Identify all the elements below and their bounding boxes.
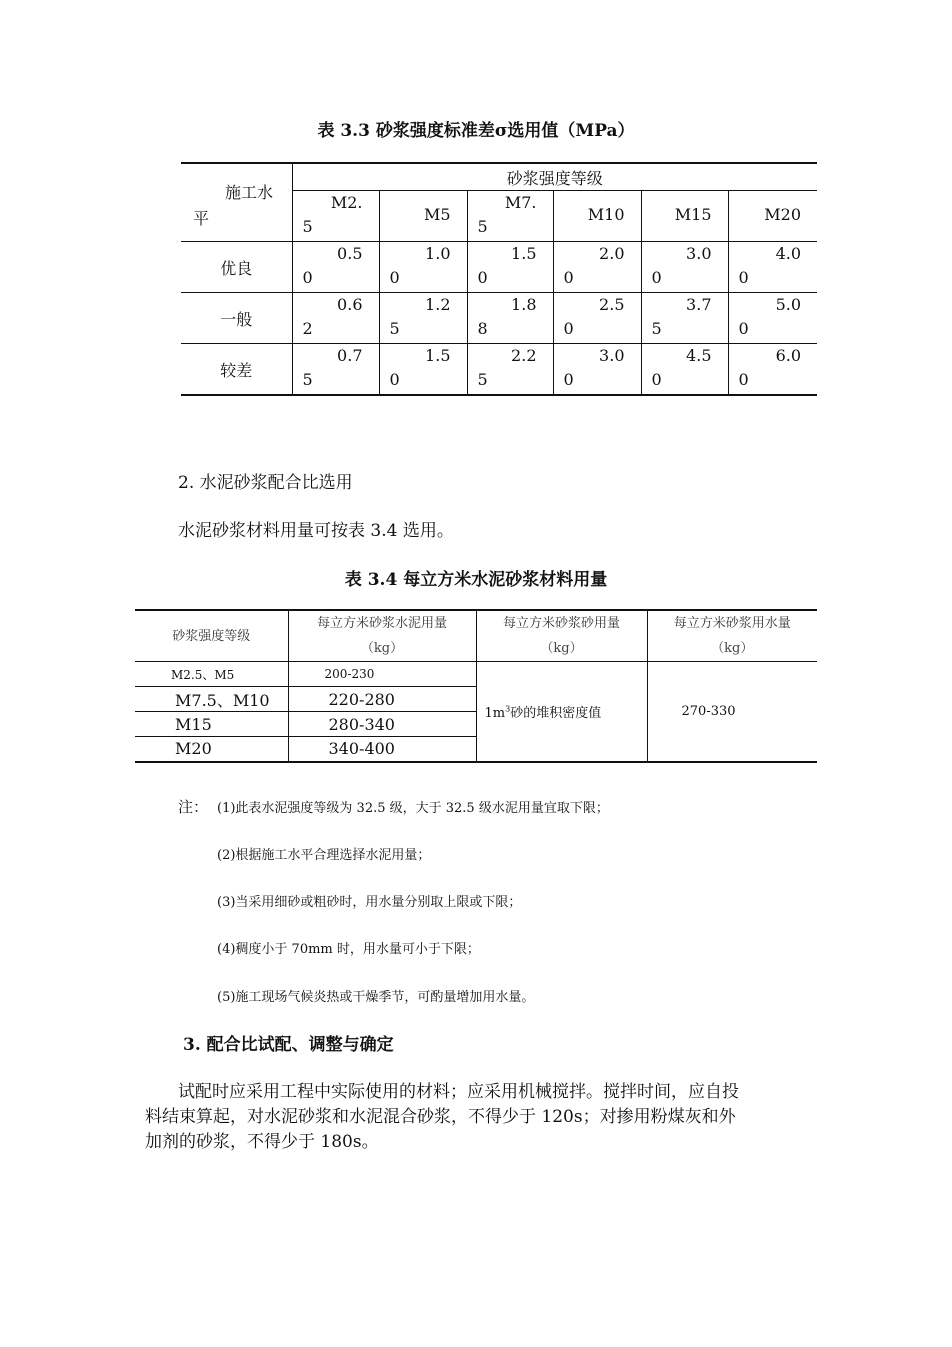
header-water: 每立方米砂浆用水量 （kg）	[647, 610, 817, 662]
level-cell: M2.5、M5	[135, 662, 288, 687]
table34-title: 表 3.4 每立方米水泥砂浆材料用量	[344, 570, 608, 590]
note-item: (3)当采用细砂或粗砂时，用水量分别取上限或下限；	[217, 895, 522, 910]
table-cell: 2.5 0	[553, 293, 641, 344]
notes-label: 注：	[178, 798, 209, 816]
cement-cell: 200-230	[288, 662, 476, 687]
water-cell: 270-330	[647, 662, 817, 762]
table-cell: 5.0 0	[728, 293, 817, 344]
level-cell: M20	[135, 737, 288, 762]
table-row	[135, 662, 817, 687]
table33-title: 表 3.3 砂浆强度标准差σ选用值（MPa）	[317, 121, 635, 141]
table-cell: 1.2 5	[379, 293, 467, 344]
sand-cell: $1m^3$砂的堆积密度值	[476, 662, 647, 762]
table-cell: 1.5 0	[467, 242, 553, 293]
table-cell: 0.7 5	[292, 344, 379, 396]
table-3-3	[181, 162, 817, 396]
table-cell: 3.0 0	[553, 344, 641, 396]
corner-header	[181, 163, 292, 242]
table-cell: 2.0 0	[553, 242, 641, 293]
cement-cell: 280-340	[288, 712, 476, 737]
table-row	[181, 293, 817, 344]
corner-bottom: 平	[193, 209, 210, 228]
section3-line: 加剂的砂浆，不得少于 180s。	[145, 1132, 379, 1152]
table-cell: 4.5 0	[641, 344, 728, 396]
note-item: (4)稠度小于 70mm 时，用水量可小于下限；	[217, 942, 480, 957]
group-header: 砂浆强度等级	[292, 163, 817, 191]
grade-header: M5	[379, 191, 467, 242]
table-row	[181, 344, 817, 396]
row-label: 一般	[181, 293, 292, 344]
table-cell: 2.2 5	[467, 344, 553, 396]
header-cement: 每立方米砂浆水泥用量 （kg）	[288, 610, 476, 662]
table-cell: 3.0 0	[641, 242, 728, 293]
grade-header: M2. 5	[292, 191, 379, 242]
table34-header-row	[135, 610, 817, 662]
cement-cell: 220-280	[288, 687, 476, 712]
corner-top: 施工水	[225, 183, 274, 202]
section2-text: 水泥砂浆材料用量可按表 3.4 选用。	[178, 521, 454, 541]
section3-line: 料结束算起，对水泥砂浆和水泥混合砂浆，不得少于 120s；对掺用粉煤灰和外	[145, 1107, 736, 1127]
table-cell: 1.8 8	[467, 293, 553, 344]
grade-header: M7. 5	[467, 191, 553, 242]
table-3-4	[135, 609, 817, 763]
note-item: (2)根据施工水平合理选择水泥用量；	[217, 848, 431, 863]
header-sand: 每立方米砂浆砂用量 （kg）	[476, 610, 647, 662]
table-row	[181, 242, 817, 293]
row-label: 优良	[181, 242, 292, 293]
note-item: (1)此表水泥强度等级为 32.5 级，大于 32.5 级水泥用量宜取下限；	[217, 801, 609, 816]
level-cell: M15	[135, 712, 288, 737]
grade-header: M15	[641, 191, 728, 242]
table-cell: 6.0 0	[728, 344, 817, 396]
section2-heading: 2. 水泥砂浆配合比选用	[178, 473, 353, 493]
table-cell: 1.5 0	[379, 344, 467, 396]
table-cell: 1.0 0	[379, 242, 467, 293]
table-cell: 3.7 5	[641, 293, 728, 344]
grade-header: M10	[553, 191, 641, 242]
table-cell: 4.0 0	[728, 242, 817, 293]
section3-heading: 3. 配合比试配、调整与确定	[183, 1035, 394, 1055]
level-cell: M7.5、M10	[135, 687, 288, 712]
cement-cell: 340-400	[288, 737, 476, 762]
note-item: (5)施工现场气候炎热或干燥季节，可酌量增加用水量。	[217, 990, 535, 1005]
header-level: 砂浆强度等级	[135, 610, 288, 662]
section3-line: 试配时应采用工程中实际使用的材料；应采用机械搅拌。搅拌时间，应自投	[178, 1082, 739, 1102]
table-cell: 0.5 0	[292, 242, 379, 293]
table-cell: 0.6 2	[292, 293, 379, 344]
row-label: 较差	[181, 344, 292, 396]
grade-header: M20	[728, 191, 817, 242]
